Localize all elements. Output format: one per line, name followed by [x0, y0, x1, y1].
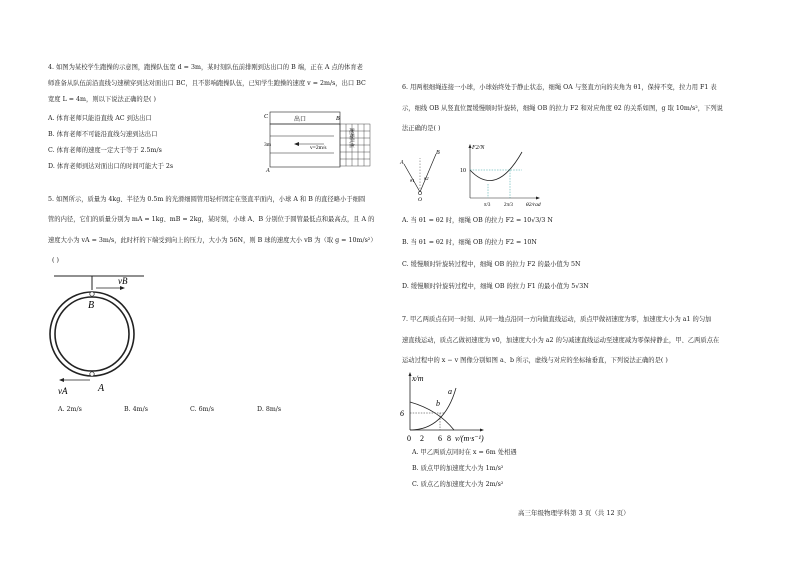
q7-option-b: B. 质点甲的加速度大小为 1m/s²: [412, 465, 504, 472]
q6-line-2: 示，细线 OB 从竖直位置缓慢顺时针旋转，细绳 OB 的拉力 F2 和对应角度 θ2 的关系如图，g 取 10m/s²，下列说: [402, 105, 723, 112]
q4-vertical-label: 跑操队伍: [348, 128, 353, 149]
q5-line-2: 管的内径，它们的质量分别为 mA = 1kg、mB = 2kg，某时刻，小球 A、B 分别位于圆管最低点和最高点，且 A 的: [48, 216, 375, 223]
q6-y-label: F2/N: [472, 145, 485, 151]
q7-x-tick-2: 2: [420, 434, 424, 443]
q5-b-label: B: [88, 300, 95, 311]
q4-line-1: 4. 如图为某校学生跑操的示意图，跑操队伍宽 d = 3m，某时刻队伍前排刚到达出口的 B 端，正在 A 点的体育老: [48, 64, 363, 71]
q4-point-a: A: [266, 168, 270, 174]
q7-x-tick-6: 6: [438, 434, 442, 443]
q6-theta1-label: θ1: [410, 178, 415, 183]
q7-option-a: A. 甲乙两质点同时在 x = 6m 处相遇: [412, 449, 517, 456]
q7-x-tick-0: 0: [407, 434, 411, 443]
q5-va-label: vA: [58, 386, 68, 396]
q4-runners-grid: [340, 124, 370, 166]
q7-option-c: C. 质点乙的加速度大小为 2m/s²: [412, 481, 504, 488]
q7-curve-a-label: a: [448, 387, 452, 396]
q6-curve: [470, 152, 522, 181]
q7-y-tick: 6: [400, 409, 404, 418]
q4-option-b: B. 体育老师不可能沿直线匀速到达出口: [48, 131, 158, 138]
q7-curve-b-label: b: [436, 399, 440, 408]
q6-option-c: C. 缓慢顺时针旋转过程中，细绳 OB 的拉力 F2 的最小值为 5N: [402, 261, 581, 268]
q4-line-2: 师准备从队伍前沿直线匀速横穿到达对面出口 BC，且不影响跑操队伍，已知学生跑操的速度 v = 2m/s，出口 BC: [48, 80, 366, 87]
q6-o-label: O: [418, 197, 422, 203]
q6-y-tick: 10: [460, 168, 466, 174]
q6-theta2-label: θ2: [424, 176, 429, 181]
q4-figure: [264, 110, 374, 172]
q7-x-tick-8: 8: [447, 434, 451, 443]
q5-a-label: A: [98, 383, 105, 394]
q4-line-3: 宽度 L = 4m，则以下说法正确的是( ): [48, 96, 156, 103]
q5-option-c: C. 6m/s: [190, 406, 214, 413]
q6-line-3: 法正确的是( ): [402, 125, 441, 132]
q5-ball-a: [90, 372, 94, 376]
q6-b-label: B: [436, 150, 440, 156]
q6-option-d: D. 缓慢顺时针旋转过程中，细绳 OB 的拉力 F1 的最小值为 5√3N: [402, 283, 589, 290]
q4-option-a: A. 体育老师只能沿直线 AC 到达出口: [48, 115, 152, 122]
q4-option-c: C. 体育老师的速度一定大于等于 2.5m/s: [48, 147, 162, 154]
q6-line-1: 6. 用两根细绳连接一小球，小球始终处于静止状态，细绳 OA 与竖直方向的夹角为 θ1，保持不变，拉力用 F1 表: [402, 84, 717, 91]
q6-option-a: A. 当 θ1 = θ2 时，细绳 OB 的拉力 F2 = 10√3/3 N: [402, 217, 553, 224]
q5-line-1: 5. 如图所示，质量为 4kg、半径为 0.5m 的光滑细圆管用轻杆固定在竖直平面内，小球 A 和 B 的直径略小于细圆: [48, 196, 366, 203]
q7-line-1: 7. 甲乙两质点在同一时刻、从同一地点沿同一方向做直线运动，质点甲做初速度为零，加速度大小为 a1 的匀加: [402, 316, 712, 323]
q6-option-b: B. 当 θ1 = θ2 时，细绳 OB 的拉力 F2 = 10N: [402, 239, 537, 246]
q4-speed-label: v=2m/s: [310, 145, 327, 151]
q6-figure: [398, 140, 558, 208]
q7-curve-b: [410, 402, 454, 430]
q5-ball-b: [90, 292, 94, 296]
q6-x-label: θ2/rad: [526, 202, 541, 208]
q5-line-3: 速度大小为 vA = 3m/s，此时杆的下端受到向上的压力，大小为 56N，则 B 球的速度大小 vB 为（取 g = 10m/s²）: [48, 237, 377, 244]
q7-y-label: x/m: [412, 374, 424, 383]
q7-figure: [400, 370, 515, 445]
q7-line-2: 速直线运动，质点乙做初速度为 v0，加速度大小为 a2 的匀减速直线运动至速度减为零保持静止，甲、乙两质点在: [402, 337, 720, 344]
q4-point-c: C: [264, 114, 269, 120]
q5-line-4: ( ): [52, 257, 59, 264]
q5-vb-label: vB: [118, 276, 128, 286]
q6-a-label: A: [400, 160, 404, 166]
q5-option-a: A. 2m/s: [58, 406, 82, 413]
q5-option-d: D. 8m/s: [257, 406, 282, 413]
q4-width-label: 3m: [264, 142, 272, 148]
q7-line-3: 运动过程中的 x − v 图像分别如图 a、b 所示，虚线与对应的坐标轴垂直，下列说法正确的是( ): [402, 357, 668, 364]
q4-exit-label: 出口: [293, 117, 307, 123]
q6-x-tick-2: 2π/3: [504, 203, 513, 208]
page-footer: 高三年级物理学科第 3 页（共 12 页）: [518, 509, 630, 517]
q5-option-b: B. 4m/s: [124, 406, 148, 413]
q6-x-tick-1: π/3: [484, 203, 491, 208]
q5-figure: [40, 270, 160, 405]
q4-point-b: B: [336, 116, 340, 122]
q4-option-d: D. 体育老师到达对面出口的时间可能大于 2s: [48, 163, 174, 170]
q7-x-label: v/(m·s⁻¹): [455, 434, 484, 443]
